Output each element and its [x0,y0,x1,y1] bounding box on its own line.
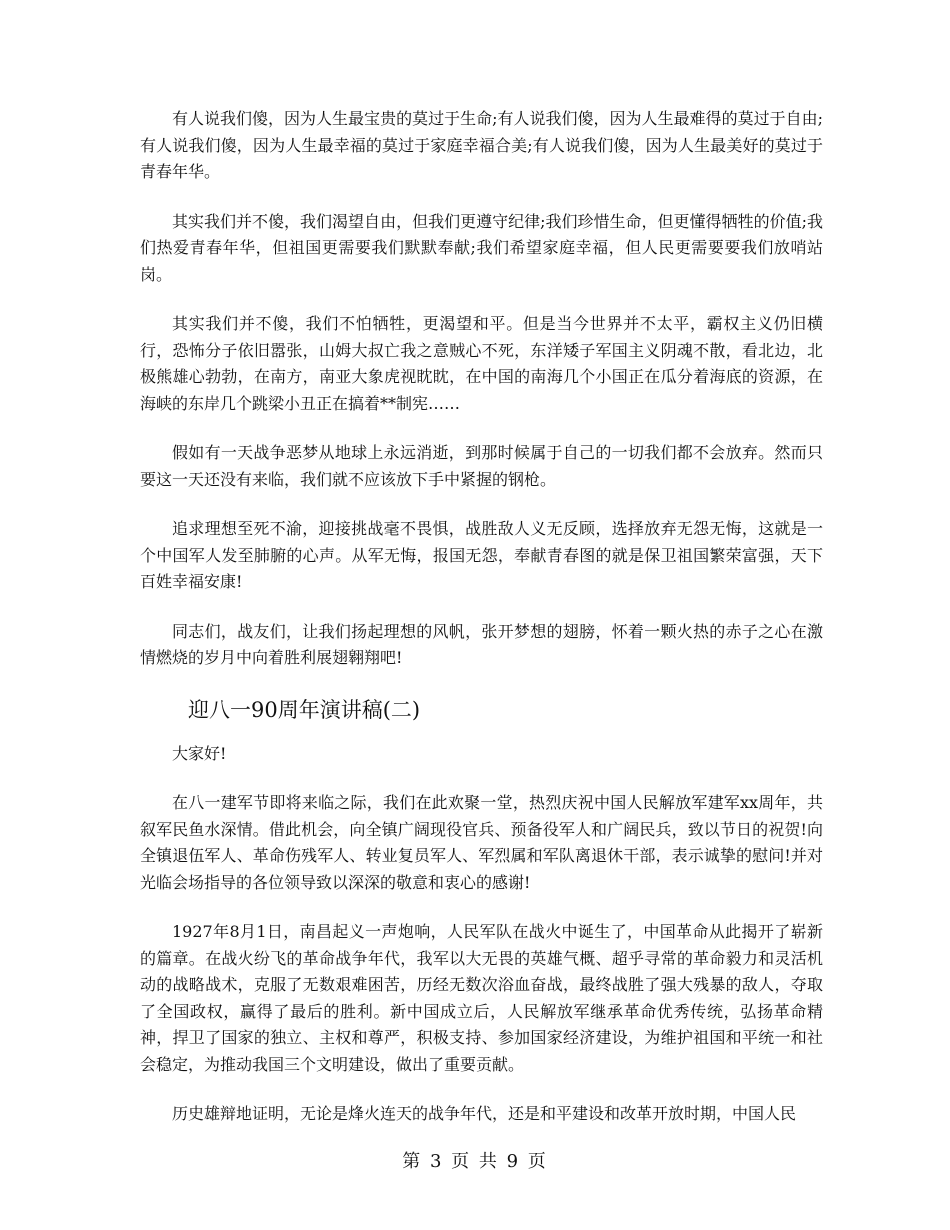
paragraph-3: 其实我们并不傻，我们不怕牺牲，更渴望和平。但是当今世界并不太平，霸权主义仍旧横行，恐怖分子依旧嚣张，山姆大叔亡我之意贼心不死，东洋矮子军国主义阴魂不散，看北边，北极熊雄心勃勃，在南方，南亚大象虎视眈眈，在中国的南海几个小国正在瓜分着海底的资源，在海峡的东岸几个跳梁小丑正在搞着**制宪…… [140,314,823,413]
paragraph-1: 有人说我们傻，因为人生最宝贵的莫过于生命;有人说我们傻，因为人生最难得的莫过于自由;有人说我们傻，因为人生最幸福的莫过于家庭幸福合美;有人说我们傻，因为人生最美好的莫过于青春年华。 [140,109,823,181]
page-number-footer: 第 3 页 共 9 页 [402,1151,548,1172]
document-body [140,106,823,1151]
paragraph-6: 同志们，战友们，让我们扬起理想的风帆，张开梦想的翅膀，怀着一颗火热的赤子之心在激情燃烧的岁月中向着胜利展翅翱翔吧! [140,621,823,667]
paragraph-5: 追求理想至死不渝，迎接挑战毫不畏惧，战胜敌人义无反顾，选择放弃无怨无悔，这就是一个中国军人发至肺腑的心声。从军无悔，报国无怨，奉献青春图的就是保卫祖国繁荣富强，天下百姓幸福安康! [140,519,823,591]
paragraph-7: 在八一建军节即将来临之际，我们在此欢聚一堂，热烈庆祝中国人民解放军建军xx周年，共叙军民鱼水深情。借此机会，向全镇广阔现役官兵、预备役军人和广阔民兵，致以节日的祝贺!向全镇退伍军人、革命伤残军人、转业复员军人、军烈属和军队离退休干部，表示诚挚的慰问!并对光临会场指导的各位领导致以深深的敬意和衷心的感谢! [140,793,823,892]
paragraph-9: 历史雄辩地证明，无论是烽火连天的战争年代，还是和平建设和改革开放时期，中国人民 [172,1104,797,1123]
paragraph-8: 1927年8月1日，南昌起义一声炮响，人民军队在战火中诞生了，中国革命从此揭开了崭新的篇章。在战火纷飞的革命战争年代，我军以大无畏的英雄气概、超乎寻常的革命毅力和灵活机动的战略战术，克服了无数艰难困苦，历经无数次浴血奋战，最终战胜了强大残暴的敌人，夺取了全国政权，赢得了最后的胜利。新中国成立后，人民解放军继承革命优秀传统，弘扬革命精神，捍卫了国家的独立、主权和尊严，积极支持、参加国家经济建设，为维护祖国和平统一和社会稳定，为推动我国三个文明建设，做出了重要贡献。 [140,922,823,1074]
section-heading: 迎八一90周年演讲稿(二) [188,697,421,722]
paragraph-4: 假如有一天战争恶梦从地球上永远消逝，到那时候属于自己的一切我们都不会放弃。然而只要这一天还没有来临，我们就不应该放下手中紧握的钢枪。 [140,443,823,489]
paragraph-2: 其实我们并不傻，我们渴望自由，但我们更遵守纪律;我们珍惜生命，但更懂得牺牲的价值;我们热爱青春年华，但祖国更需要我们默默奉献;我们希望家庭幸福，但人民更需要要我们放哨站岗。 [140,211,823,284]
greeting-paragraph: 大家好! [172,743,227,763]
